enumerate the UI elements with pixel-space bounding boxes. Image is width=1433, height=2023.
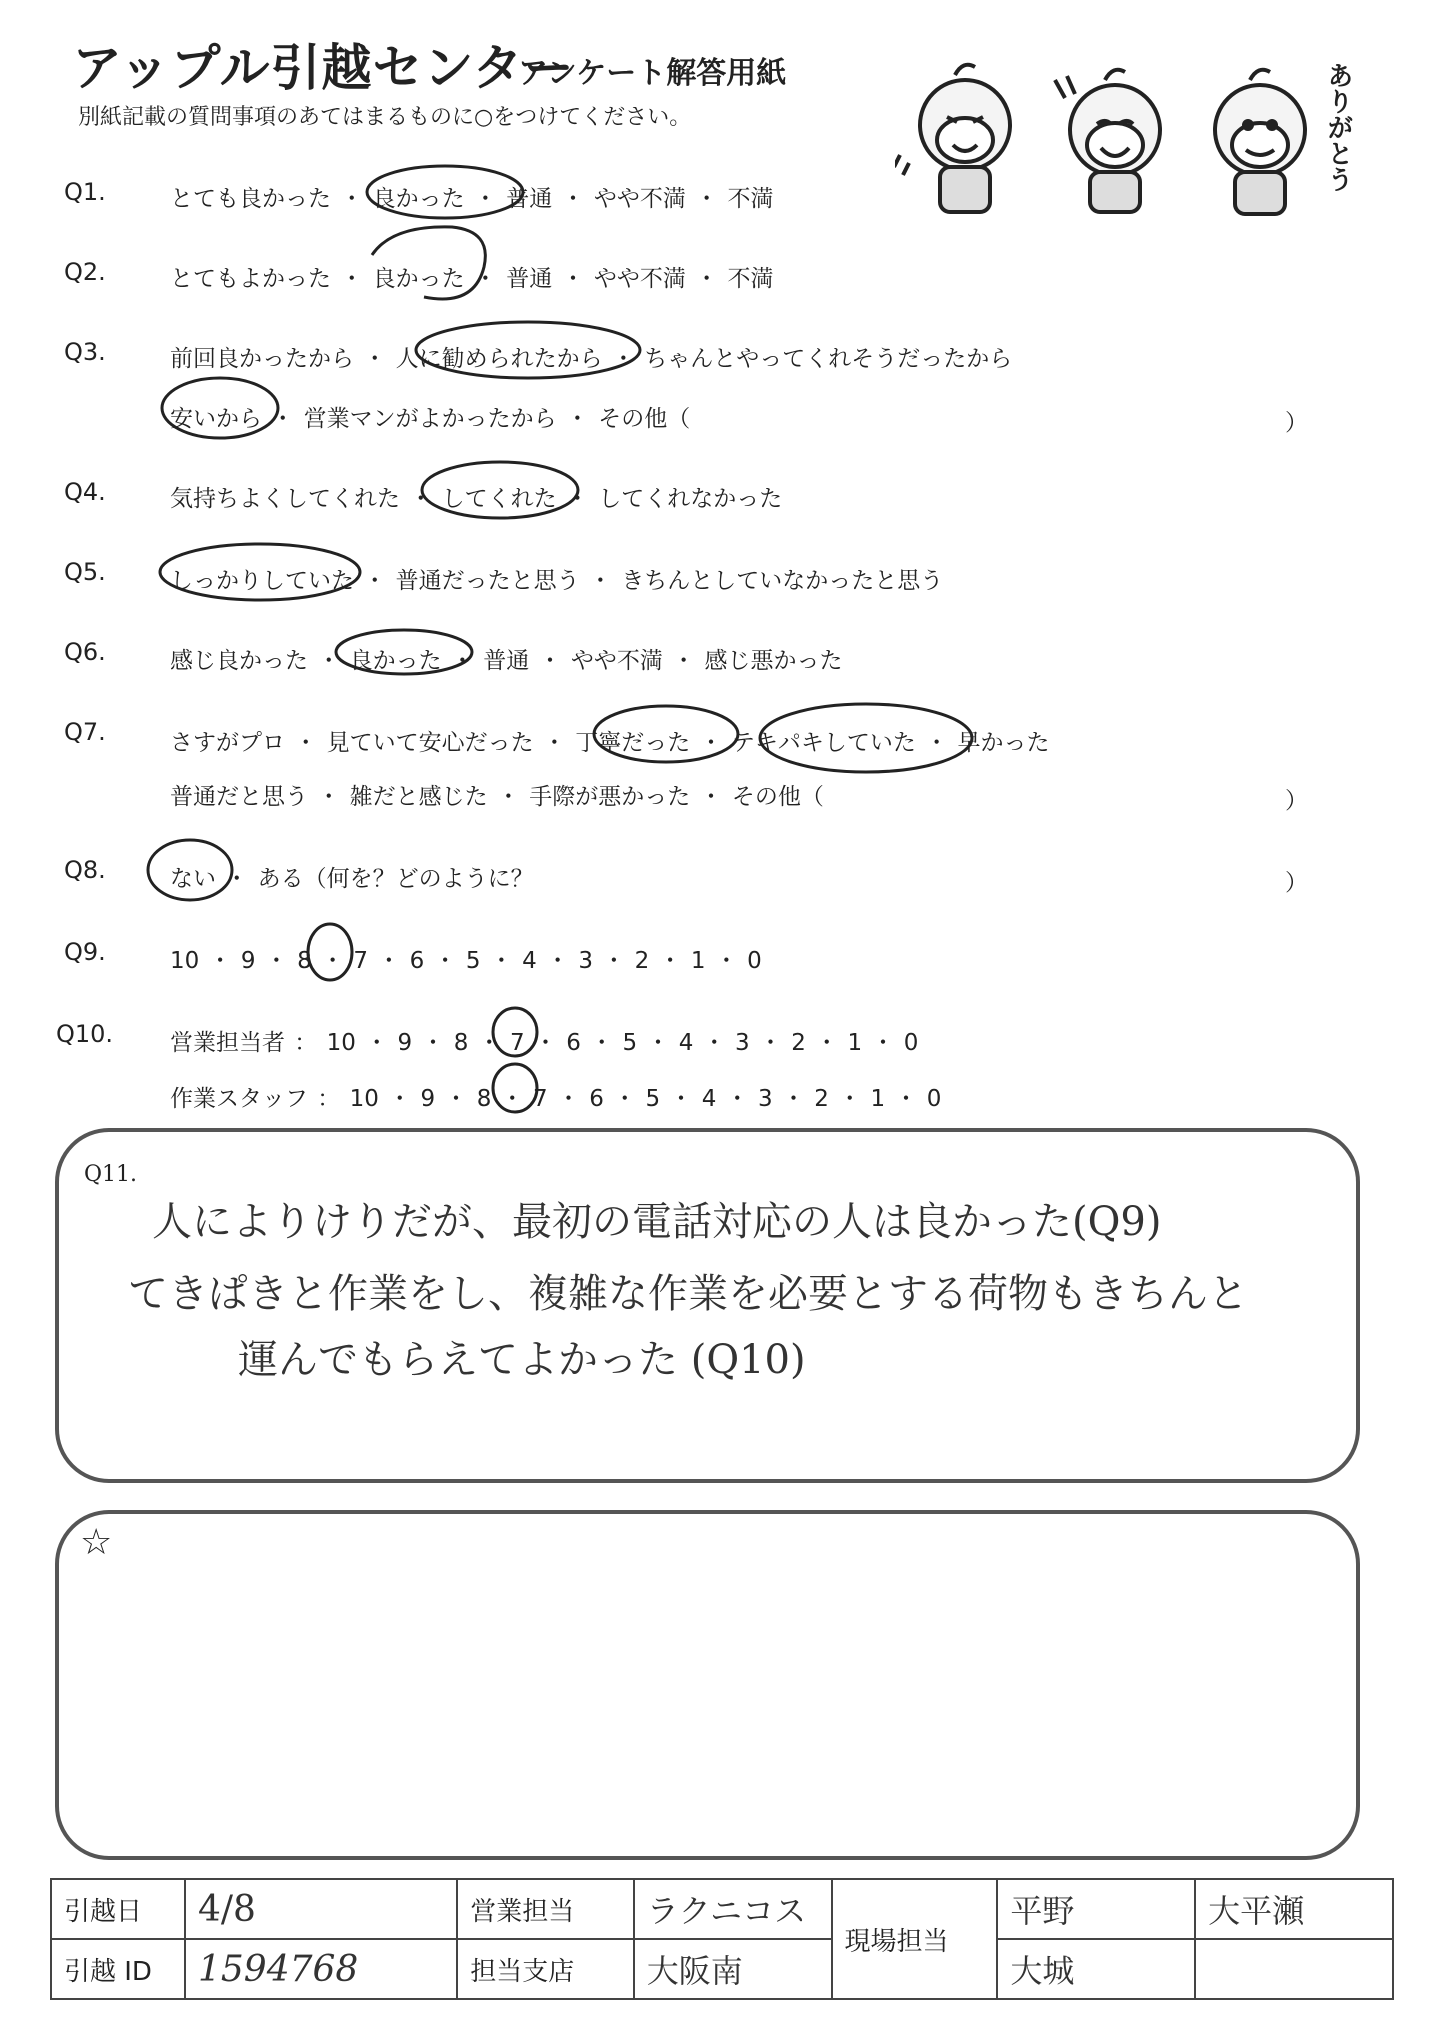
- sales-label: 営業担当: [457, 1879, 634, 1939]
- star-comment-box: [55, 1510, 1360, 1860]
- q11-comment-line3: 運んでもらえてよかった (Q10): [238, 1337, 806, 1383]
- q2-number: Q2.: [64, 258, 106, 286]
- q10-sales-scale: 営業担当者 ： 10 ・ 9 ・ 8 ・ 7 ・ 6 ・ 5 ・ 4 ・ 3 ・ 2 ・ 1 ・ 0: [170, 1030, 919, 1056]
- move-id-value: 1594768: [185, 1939, 457, 1999]
- q6-number: Q6.: [64, 638, 106, 666]
- q5-options: しっかりしていた ・ 普通だったと思う ・ きちんとしていなかったと思う: [170, 568, 944, 594]
- q1-number: Q1.: [64, 178, 106, 206]
- q11-comment-line1: 人によりけりだが、最初の電話対応の人は良かった(Q9): [152, 1199, 1162, 1245]
- move-date-label: 引越日: [51, 1879, 185, 1939]
- q3-close-paren: ）: [1285, 410, 1308, 436]
- q9-scale: 10 ・ 9 ・ 8 ・ 7 ・ 6 ・ 5 ・ 4 ・ 3 ・ 2 ・ 1 ・ 0: [170, 948, 762, 974]
- q7-options-line1: さすがプロ ・ 見ていて安心だった ・ 丁寧だった ・ テキパキしていた ・ 早かった: [170, 730, 1050, 756]
- mascot-illustration: [895, 55, 1355, 225]
- q7-options-line2: 普通だと思う ・ 雑だと感じた ・ 手際が悪かった ・ その他（: [170, 784, 824, 810]
- thanks-text: ありがとう: [1323, 62, 1353, 192]
- q8-options: ない ・ ある（何を？どのように？: [170, 866, 534, 892]
- company-name: アップル引越センター: [72, 39, 575, 97]
- monkey-3: [1215, 70, 1305, 214]
- q8-number: Q8.: [64, 856, 106, 884]
- monkey-1: [895, 65, 1010, 212]
- q11-comment-line2: てきぱきと作業をし、複雑な作業を必要とする荷物もきちんと: [128, 1271, 1248, 1317]
- q10-number: Q10.: [56, 1020, 114, 1048]
- star-icon: ☆: [80, 1522, 113, 1563]
- q8-close-paren: ）: [1285, 870, 1308, 896]
- q3-options-line2: 安いから ・ 営業マンがよかったから ・ その他（: [170, 406, 691, 432]
- footer-info-table: [50, 1878, 1394, 2000]
- q2-options: とてもよかった ・ 良かった ・ 普通 ・ やや不満 ・ 不満: [170, 266, 774, 292]
- q7-number: Q7.: [64, 718, 106, 746]
- q1-options: とても良かった ・ 良かった ・ 普通 ・ やや不満 ・ 不満: [170, 186, 774, 212]
- branch-value: 大阪南: [634, 1939, 832, 1999]
- form-title: アンケート解答用紙: [518, 56, 787, 91]
- q10-staff-scale: 作業スタッフ ： 10 ・ 9 ・ 8 ・ 7 ・ 6 ・ 5 ・ 4 ・ 3 ・ 2 ・ 1 ・ 0: [170, 1086, 942, 1112]
- q5-number: Q5.: [64, 558, 106, 586]
- site-staff-3: 大城: [997, 1939, 1195, 1999]
- move-id-label: 引越 ID: [51, 1939, 185, 1999]
- instruction-text: 別紙記載の質問事項のあてはまるものに○をつけてください。: [78, 105, 692, 130]
- q3-number: Q3.: [64, 338, 106, 366]
- q7-close-paren: ）: [1285, 788, 1308, 814]
- q9-number: Q9.: [64, 938, 106, 966]
- q11-label: Q11.: [84, 1162, 138, 1187]
- site-label: 現場担当: [832, 1879, 998, 1999]
- site-staff-2: 大平瀬: [1195, 1879, 1393, 1939]
- monkey-2: [1055, 70, 1160, 212]
- site-staff-empty: [1195, 1939, 1393, 1999]
- q3-options-line1: 前回良かったから ・ 人に勧められたから ・ ちゃんとやってくれそうだったから: [170, 346, 1013, 372]
- q6-options: 感じ良かった ・ 良かった ・ 普通 ・ やや不満 ・ 感じ悪かった: [170, 648, 843, 674]
- site-staff-1: 平野: [997, 1879, 1195, 1939]
- branch-label: 担当支店: [457, 1939, 634, 1999]
- move-date-value: 4/8: [185, 1879, 457, 1939]
- q4-options: 気持ちよくしてくれた ・ してくれた ・ してくれなかった: [170, 486, 783, 512]
- q4-number: Q4.: [64, 478, 106, 506]
- sales-value: ラクニコス: [634, 1879, 832, 1939]
